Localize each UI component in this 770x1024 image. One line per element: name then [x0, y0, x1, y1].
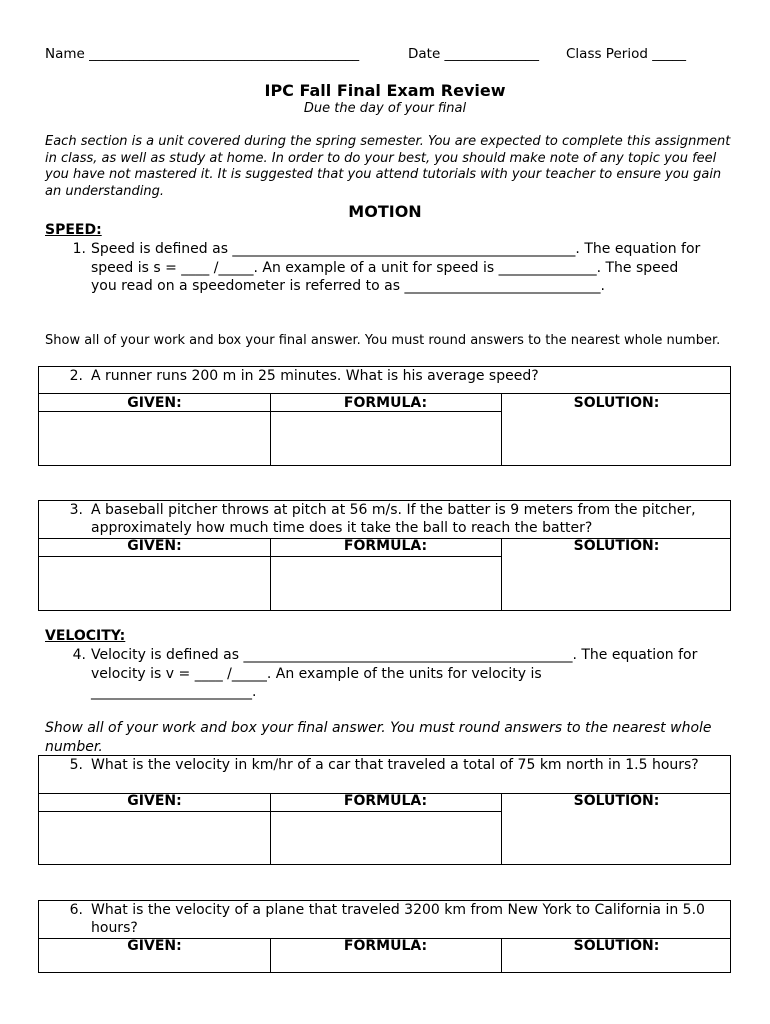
- solution-answer-cell[interactable]: [502, 816, 730, 863]
- given-header: GIVEN:: [127, 793, 182, 809]
- solution-header: SOLUTION:: [573, 938, 660, 954]
- formula-header: FORMULA:: [343, 538, 428, 554]
- solution-answer-cell[interactable]: [502, 957, 730, 972]
- question-1-text: Speed is defined as _________________________________________________. The equation for speed is s = ____ /_____. An example of a unit for speed is ______________. The speed you read on a speedometer is referred to as ____________________________.: [91, 241, 701, 294]
- given-answer-cell[interactable]: [40, 812, 269, 863]
- velocity-heading: VELOCITY:: [45, 628, 126, 644]
- question-4-number: 4.: [72, 647, 86, 663]
- question-1: [66, 240, 706, 296]
- problem-5-number: 5.: [69, 757, 83, 773]
- problem-2-text: A runner runs 200 m in 25 minutes. What is his average speed?: [91, 368, 539, 384]
- speed-heading: SPEED:: [45, 222, 102, 238]
- velocity-instructions: Show all of your work and box your final answer. You must round answers to the nearest whole number.: [45, 720, 712, 755]
- formula-answer-cell[interactable]: [271, 557, 500, 609]
- given-answer-cell[interactable]: [40, 557, 269, 609]
- given-header: GIVEN:: [127, 395, 182, 411]
- question-4: [66, 646, 706, 702]
- problem-3-box: [38, 500, 731, 611]
- problem-6-text: What is the velocity of a plane that traveled 3200 km from New York to California in 5.0 hours?: [91, 902, 705, 936]
- formula-header: FORMULA:: [343, 793, 428, 809]
- problem-5-text: What is the velocity in km/hr of a car that traveled a total of 75 km north in 1.5 hours?: [91, 757, 699, 773]
- given-header: GIVEN:: [127, 938, 182, 954]
- given-answer-cell[interactable]: [40, 957, 269, 972]
- problem-2-box: [38, 366, 731, 466]
- formula-answer-cell[interactable]: [271, 412, 500, 464]
- solution-header: SOLUTION:: [573, 538, 660, 554]
- problem-3-number: 3.: [69, 502, 83, 518]
- question-4-text: Velocity is defined as _______________________________________________. The equation for velocity is v = ____ /_____. An example of the units for velocity is _______________________.: [91, 647, 698, 700]
- formula-header: FORMULA:: [343, 395, 428, 411]
- problem-2-number: 2.: [69, 368, 83, 384]
- section-title: MOTION: [348, 202, 422, 221]
- formula-header: FORMULA:: [343, 938, 428, 954]
- class-period-label: Class Period _____: [566, 46, 686, 62]
- speed-instructions: Show all of your work and box your final answer. You must round answers to the nearest whole number.: [45, 333, 721, 348]
- given-answer-cell[interactable]: [40, 412, 269, 464]
- question-1-number: 1.: [72, 241, 86, 257]
- intro-paragraph: Each section is a unit covered during the spring semester. You are expected to complete this assignment in class, as well as study at home. In order to do your best, you should make note of any topic you feel you have not mastered it. It is suggested that you attend tutorials with your teacher to ensure you gain an understanding.: [45, 134, 731, 199]
- document-title: IPC Fall Final Exam Review: [264, 81, 506, 100]
- given-header: GIVEN:: [127, 538, 182, 554]
- problem-5-box: [38, 755, 731, 865]
- problem-6-number: 6.: [69, 902, 83, 918]
- document-subtitle: Due the day of your final: [303, 101, 467, 116]
- formula-answer-cell[interactable]: [271, 812, 500, 863]
- solution-header: SOLUTION:: [573, 395, 660, 411]
- solution-answer-cell[interactable]: [502, 417, 730, 464]
- formula-answer-cell[interactable]: [271, 957, 500, 972]
- problem-6-box: [38, 900, 731, 973]
- name-field-label: Name ________________________________________: [45, 46, 360, 62]
- solution-answer-cell[interactable]: [502, 561, 730, 609]
- date-field-label: Date ______________: [408, 46, 540, 62]
- solution-header: SOLUTION:: [573, 793, 660, 809]
- problem-3-text: A baseball pitcher throws at pitch at 56 m/s. If the batter is 9 meters from the pitcher, approximately how much time does it take the ball to reach the batter?: [91, 502, 696, 536]
